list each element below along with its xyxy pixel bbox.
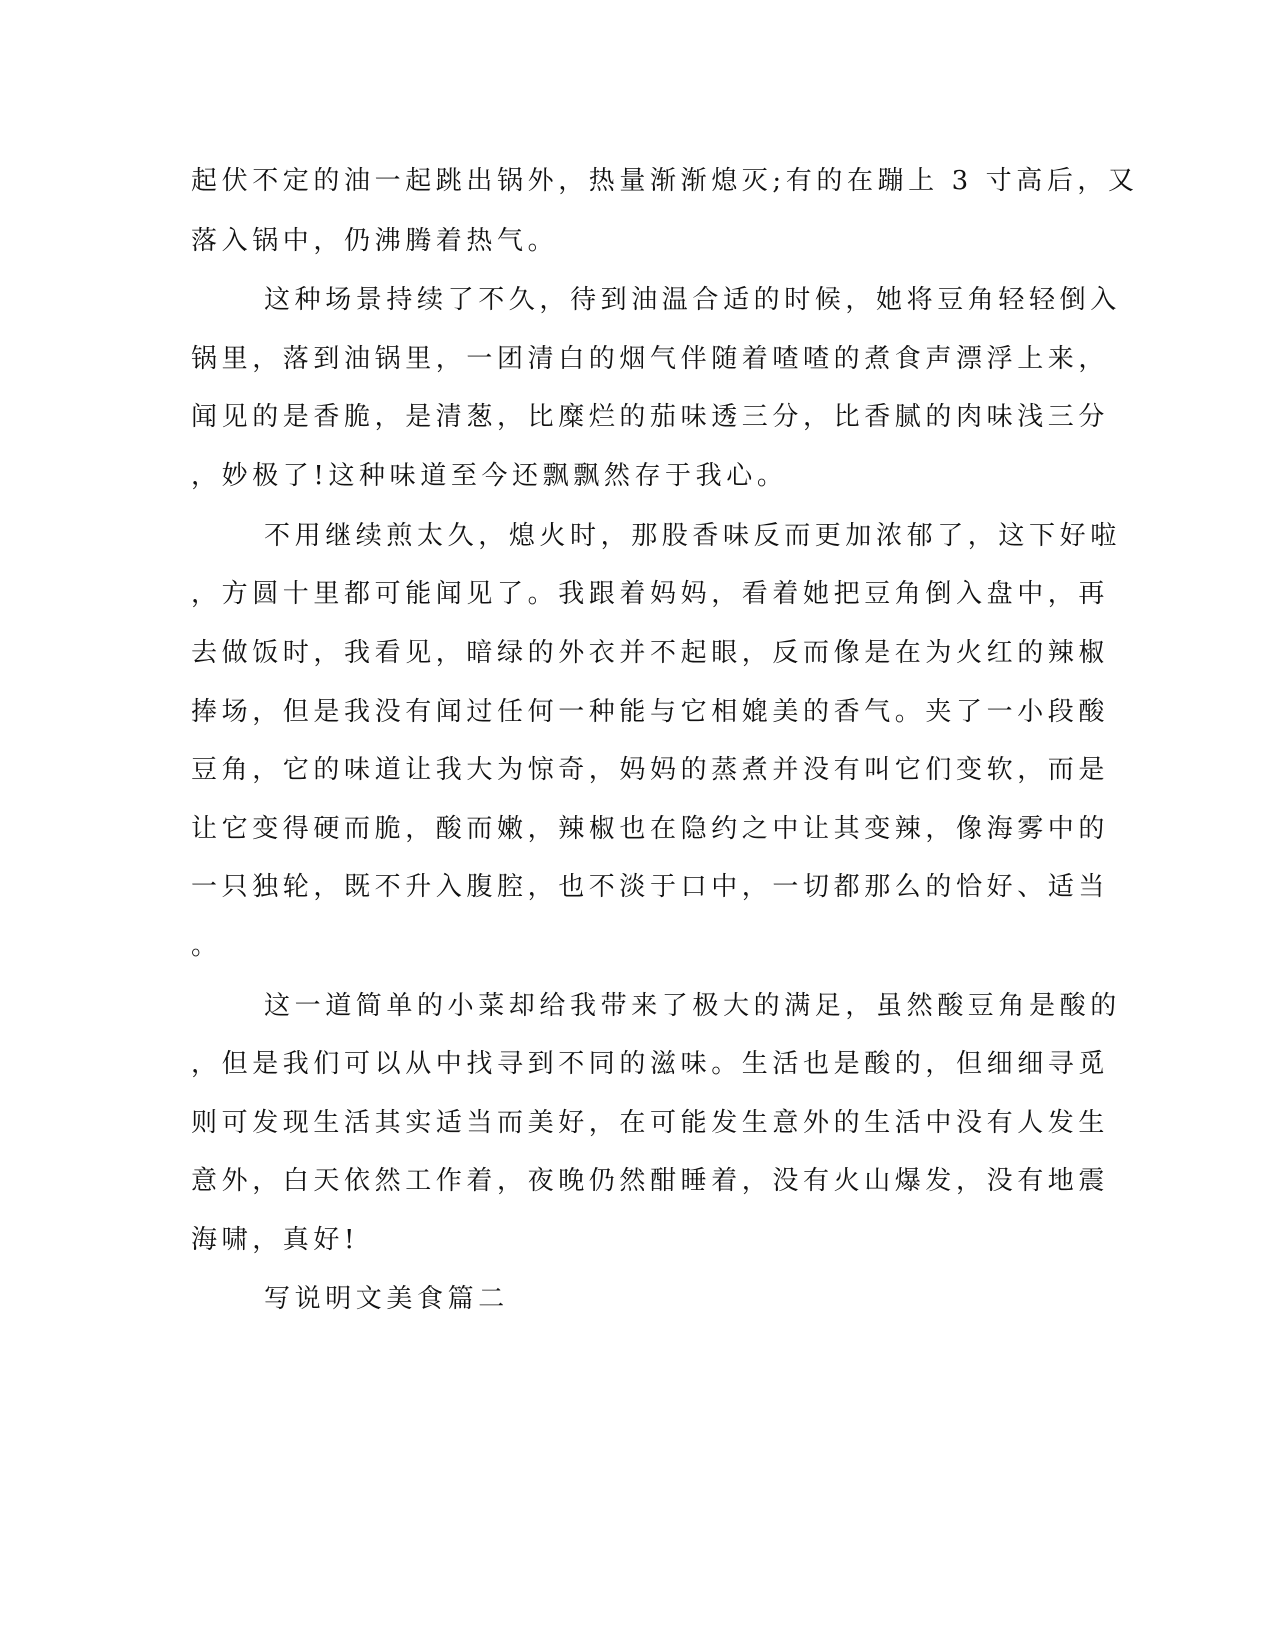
paragraph-line: 起伏不定的油一起跳出锅外，热量渐渐熄灭;有的在蹦上 3 寸高后，又 xyxy=(191,166,1139,196)
paragraph-line: 锅里，落到油锅里，一团清白的烟气伴随着喳喳的煮食声漂浮上来， xyxy=(191,344,1110,374)
paragraph-line: ，但是我们可以从中找寻到不同的滋味。生活也是酸的，但细细寻觅 xyxy=(191,1049,1110,1079)
paragraph-line: 这一道简单的小菜却给我带来了极大的满足，虽然酸豆角是酸的 xyxy=(264,991,1121,1021)
paragraph-line: 闻见的是香脆，是清葱，比糜烂的茄味透三分，比香腻的肉味浅三分 xyxy=(191,402,1110,432)
paragraph-line: 让它变得硬而脆，酸而嫩，辣椒也在隐约之中让其变辣，像海雾中的 xyxy=(191,814,1110,844)
paragraph-line: 去做饭时，我看见，暗绿的外衣并不起眼，反而像是在为火红的辣椒 xyxy=(191,638,1110,668)
paragraph-line: 不用继续煎太久，熄火时，那股香味反而更加浓郁了，这下好啦 xyxy=(264,521,1121,551)
paragraph-line: ，方圆十里都可能闻见了。我跟着妈妈，看着她把豆角倒入盘中，再 xyxy=(191,579,1110,609)
paragraph-line: 捧场，但是我没有闻过任何一种能与它相媲美的香气。夹了一小段酸 xyxy=(191,697,1110,727)
section-heading: 写说明文美食篇二 xyxy=(264,1284,509,1314)
paragraph-line: 海啸，真好! xyxy=(191,1225,360,1255)
paragraph-line: 。 xyxy=(191,931,222,961)
paragraph-line: 这种场景持续了不久，待到油温合适的时候，她将豆角轻轻倒入 xyxy=(264,285,1121,315)
paragraph-line: ，妙极了!这种味道至今还飘飘然存于我心。 xyxy=(191,461,788,491)
paragraph-line: 则可发现生活其实适当而美好，在可能发生意外的生活中没有人发生 xyxy=(191,1108,1110,1138)
paragraph-line: 落入锅中，仍沸腾着热气。 xyxy=(191,226,559,256)
paragraph-line: 意外，白天依然工作着，夜晚仍然酣睡着，没有火山爆发，没有地震 xyxy=(191,1166,1110,1196)
paragraph-line: 豆角，它的味道让我大为惊奇，妈妈的蒸煮并没有叫它们变软，而是 xyxy=(191,755,1110,785)
paragraph-line: 一只独轮，既不升入腹腔，也不淡于口中，一切都那么的恰好、适当 xyxy=(191,872,1110,902)
